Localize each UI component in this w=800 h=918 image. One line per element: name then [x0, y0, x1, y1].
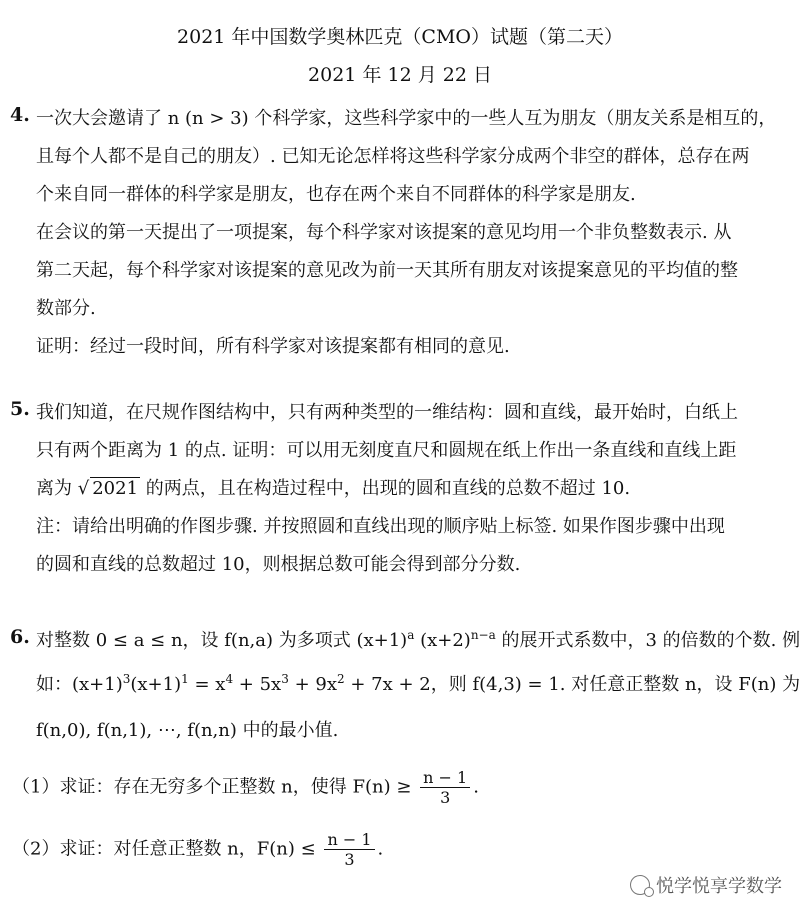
wechat-icon [630, 875, 650, 895]
problem-6-line-3: f(n,0), f(n,1), ⋯, f(n,n) 中的最小值. [36, 720, 339, 741]
frac-den: 3 [440, 788, 451, 807]
ex-b: (x+1) [130, 674, 182, 695]
ex-exp-4: 3 [281, 672, 289, 686]
problem-4-line-2: 且每个人都不是自己的朋友）. 已知无论怎样将这些科学家分成两个非空的群体，总存在两 [36, 146, 750, 167]
ex-exp-3: 4 [225, 672, 234, 686]
part-2-text: （2）求证：对任意正整数 n，F(n) ≤ [12, 838, 316, 860]
watermark [630, 872, 782, 898]
problem-5-line-3-start: 离为 [36, 478, 72, 499]
problem-6-line-1-c: 的展开式系数中，3 的倍数的个数. 例 [495, 630, 800, 651]
problem-5-number: 5. [10, 398, 30, 420]
fraction-n-minus-1-over-3-b [324, 830, 374, 869]
problem-5-line-3 [36, 474, 630, 500]
part-1-text: （1）求证：存在无穷多个正整数 n，使得 F(n) ≥ [12, 776, 412, 798]
ex-e: + 9x [288, 674, 337, 695]
ex-exp-2: 1 [181, 672, 189, 686]
frac-num-b: n − 1 [324, 830, 374, 850]
sqrt-symbol: √ [77, 478, 90, 499]
problem-4-proof-line: 证明：经过一段时间，所有科学家对该提案都有相同的意见. [36, 336, 510, 357]
problem-5-note-line-1: 注：请给出明确的作图步骤. 并按照圆和直线出现的顺序贴上标签. 如果作图步骤中出现 [36, 516, 725, 537]
document-title: 2021 年中国数学奥林匹克（CMO）试题（第二天） [177, 26, 623, 48]
problem-4-line-3: 个来自同一群体的科学家是朋友，也存在两个来自不同群体的科学家是朋友. [36, 184, 636, 205]
problem-6-line-1-a: 对整数 0 ≤ a ≤ n，设 f(n,a) 为多项式 (x+1) [36, 630, 408, 651]
problem-5-note-line-2: 的圆和直线的总数超过 10，则根据总数可能会得到部分分数. [36, 554, 521, 575]
period: . [377, 838, 384, 860]
problem-4-line-5: 第二天起，每个科学家对该提案的意见改为前一天其所有朋友对该提案意见的平均值的整 [36, 260, 738, 281]
ex-c: = x [188, 674, 226, 695]
document-date: 2021 年 12 月 22 日 [308, 64, 492, 86]
problem-6-part-1: （1）求证：存在无穷多个正整数 n，使得 F(n) ≥ $\frac{n - 1}{3}$ . [12, 768, 479, 807]
ex-d: + 5x [233, 674, 282, 695]
problem-6-line-2 [36, 670, 800, 696]
ex-exp-1: 3 [122, 672, 131, 686]
problem-6-line-1 [36, 626, 800, 652]
problem-5-line-1: 我们知道，在尺规作图结构中，只有两种类型的一维结构：圆和直线，最开始时，白纸上 [36, 402, 738, 423]
fraction-n-minus-1-over-3 [420, 768, 470, 807]
watermark-text: 悦学悦享学数学 [656, 876, 782, 897]
problem-6-line-1-b: (x+2) [414, 630, 471, 651]
problem-5-line-3-end: 的两点，且在构造过程中，出现的圆和直线的总数不超过 10. [145, 478, 631, 499]
ex-f: + 7x + 2，则 f(4,3) = 1. 对任意正整数 n，设 F(n) 为 [344, 674, 800, 695]
sqrt-2021: 2021 [92, 478, 139, 499]
problem-4-line-6: 数部分. [36, 298, 96, 319]
problem-5-line-2: 只有两个距离为 1 的点. 证明：可以用无刻度直尺和圆规在纸上作出一条直线和直线上距 [36, 440, 737, 461]
exp-n-minus-a: n−a [470, 628, 496, 642]
ex-exp-5: 2 [337, 672, 345, 686]
problem-4-line-4: 在会议的第一天提出了一项提案，每个科学家对该提案的意见均用一个非负整数表示. 从 [36, 222, 732, 243]
problem-4-line-1: 一次大会邀请了 n (n > 3) 个科学家，这些科学家中的一些人互为朋友（朋友关系是相互的， [36, 108, 777, 129]
problem-6-number: 6. [10, 626, 30, 648]
frac-den-b: 3 [344, 850, 355, 869]
problem-6-part-2 [12, 830, 383, 869]
frac-num: n − 1 [420, 768, 470, 788]
exp-a: a [407, 628, 415, 642]
problem-4-number: 4. [10, 104, 30, 126]
ex-a: 如：(x+1) [36, 674, 123, 695]
